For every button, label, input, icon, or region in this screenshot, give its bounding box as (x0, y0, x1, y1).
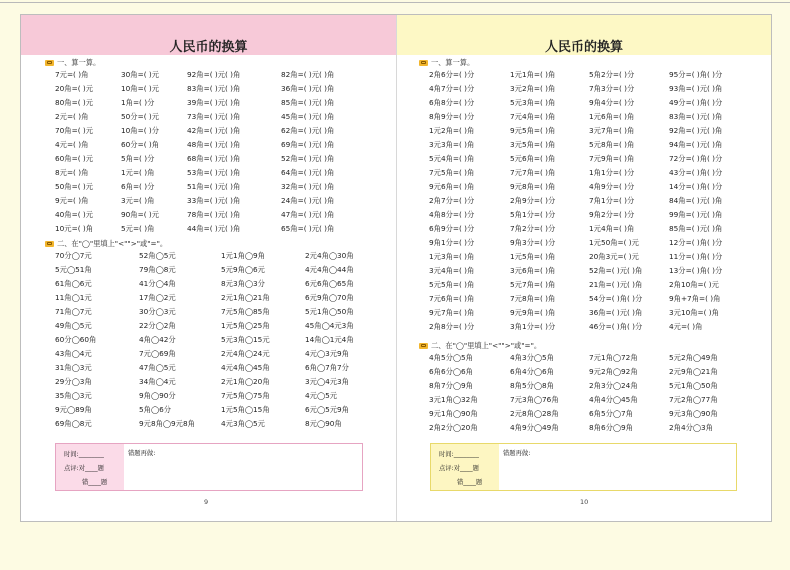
exercise-item: 5角◯6分 (139, 405, 172, 414)
exercise-item: 3元10角=( )角 (669, 308, 719, 317)
exercise-item: 2元1角◯21角 (221, 293, 270, 302)
exercise-item: 6元◯5元9角 (305, 405, 349, 414)
exercise-item: 7元=( )角 (55, 70, 89, 79)
exercise-item: 85角=( )元( )角 (669, 224, 723, 233)
exercise-item: 32角=( )元( )角 (281, 182, 335, 191)
exercise-item: 7元6角=( )角 (429, 294, 475, 303)
exercise-item: 60分◯60角 (55, 335, 97, 344)
left-record-box (55, 443, 363, 491)
exercise-item: 3元2角=( )角 (510, 84, 556, 93)
exercise-item: 4角◯42分 (139, 335, 176, 344)
exercise-item: 6角6分◯6角 (429, 367, 473, 376)
exercise-item: 6元6角◯65角 (305, 279, 354, 288)
exercise-row (55, 391, 395, 404)
exercise-item: 2角3分◯24角 (589, 381, 638, 390)
exercise-item: 1角=( )分 (121, 98, 155, 107)
exercise-item: 1元5角=( )角 (510, 252, 556, 261)
exercise-item: 43角◯4元 (55, 349, 92, 358)
exercise-item: 99角=( )元( )角 (669, 210, 723, 219)
exercise-row (55, 84, 395, 97)
exercise-item: 8角5分◯8角 (510, 381, 554, 390)
exercise-row (429, 423, 769, 436)
right-section2-heading (419, 341, 541, 351)
exercise-item: 44角=( )元( )角 (187, 224, 241, 233)
exercise-item: 4元=( )角 (669, 322, 703, 331)
exercise-item: 8角9分=( )分 (429, 112, 475, 121)
exercise-item: 33角=( )元( )角 (187, 196, 241, 205)
exercise-item: 53角=( )元( )角 (187, 168, 241, 177)
exercise-item: 22分◯2角 (139, 321, 176, 330)
exercise-item: 9角1分=( )分 (429, 238, 475, 247)
exercise-item: 5元1角◯50角 (669, 381, 718, 390)
exercise-row (55, 363, 395, 376)
exercise-item: 5角2分=( )分 (589, 70, 635, 79)
exercise-row (55, 98, 395, 111)
exercise-item: 61角◯6元 (55, 279, 92, 288)
exercise-item: 4角7分=( )分 (429, 84, 475, 93)
exercise-item: 10元=( )角 (55, 224, 94, 233)
exercise-item: 12分=( )角( )分 (669, 238, 723, 247)
exercise-item: 1角1分=( )分 (589, 168, 635, 177)
exercise-item: 7元1角◯72角 (589, 353, 638, 362)
exercise-row (429, 70, 769, 83)
exercise-item: 3元=( )角 (121, 196, 155, 205)
exercise-row (55, 321, 395, 334)
exercise-item: 9角2分=( )分 (589, 210, 635, 219)
exercise-item: 93角=( )元( )角 (669, 84, 723, 93)
exercise-item: 5元5角=( )角 (429, 280, 475, 289)
exercise-item: 24角=( )元( )角 (281, 196, 335, 205)
exercise-item: 4元4角◯45角 (221, 363, 270, 372)
exercise-item: 1元=( )角 (121, 168, 155, 177)
exercise-item: 5角=( )分 (121, 154, 155, 163)
exercise-item: 20角3元=( )元 (589, 252, 639, 261)
exercise-item: 43分=( )角( )分 (669, 168, 723, 177)
exercise-item: 11角◯1元 (55, 293, 92, 302)
review-correct-field: 点评:对____题 (64, 465, 104, 472)
exercise-row (55, 265, 395, 278)
exercise-item: 34角◯4元 (139, 377, 176, 386)
exercise-row (55, 70, 395, 83)
review-wrong-field: 错____题 (457, 479, 483, 486)
exercise-row (429, 252, 769, 265)
exercise-item: 4元3角◯5元 (221, 419, 265, 428)
exercise-item: 5元◯51角 (55, 265, 92, 274)
exercise-item: 7角3分=( )分 (589, 84, 635, 93)
redo-mistakes-label: 错题再做: (128, 450, 156, 457)
exercise-row (429, 367, 769, 380)
page-number: 9 (204, 498, 209, 506)
left-record-side (56, 444, 124, 490)
exercise-item: 82角=( )元( )角 (281, 70, 335, 79)
exercise-item: 5元9角◯6元 (221, 265, 265, 274)
right-section1-label: 一、算一算。 (431, 58, 475, 67)
exercise-item: 69角◯8元 (55, 419, 92, 428)
left-page-title: 人民币的换算 (169, 40, 248, 55)
right-page-header (397, 15, 771, 55)
exercise-item: 7元4角=( )角 (510, 112, 556, 121)
exercise-item: 5元1角◯50角 (305, 307, 354, 316)
exercise-item: 36角=( )元( )角 (281, 84, 335, 93)
exercise-item: 78角=( )元( )角 (187, 210, 241, 219)
exercise-row (429, 98, 769, 111)
exercise-item: 45角◯4元3角 (305, 321, 354, 330)
exercise-item: 46分=( )角( )分 (589, 322, 643, 331)
exercise-item: 79角◯8元 (139, 265, 176, 274)
exercise-item: 40角=( )元 (55, 210, 94, 219)
exercise-row (429, 196, 769, 209)
exercise-item: 1元50角=( )元 (589, 238, 639, 247)
exercise-item: 45角=( )元( )角 (281, 112, 335, 121)
exercise-item: 41分◯4角 (139, 279, 176, 288)
exercise-item: 5元3角◯15元 (221, 335, 270, 344)
exercise-item: 9角+7角=( )角 (669, 294, 721, 303)
exercise-item: 6角=( )分 (121, 182, 155, 191)
exercise-item: 2角7分=( )分 (429, 196, 475, 205)
exercise-row (55, 377, 395, 390)
exercise-item: 5元3角=( )角 (510, 98, 556, 107)
exercise-row (55, 251, 395, 264)
exercise-item: 5角1分=( )分 (510, 210, 556, 219)
exercise-row (55, 224, 395, 237)
exercise-item: 80角=( )元 (55, 98, 94, 107)
exercise-item: 62角=( )元( )角 (281, 126, 335, 135)
exercise-row (429, 126, 769, 139)
exercise-row (55, 335, 395, 348)
exercise-item: 8元3角◯3分 (221, 279, 265, 288)
exercise-item: 3元7角=( )角 (589, 126, 635, 135)
exercise-item: 7元2角◯77角 (669, 395, 718, 404)
exercise-item: 13分=( )角( )分 (669, 266, 723, 275)
exercise-item: 30角=( )元 (121, 70, 160, 79)
right-record-box (430, 443, 737, 491)
exercise-row (429, 210, 769, 223)
exercise-item: 2角4分◯3角 (669, 423, 713, 432)
exercise-row (55, 349, 395, 362)
exercise-item: 2元4角◯24元 (221, 349, 270, 358)
exercise-item: 73角=( )元( )角 (187, 112, 241, 121)
exercise-row (55, 168, 395, 181)
left-section1-heading (45, 58, 100, 68)
exercise-item: 49角◯5元 (55, 321, 92, 330)
exercise-row (55, 112, 395, 125)
exercise-item: 92角=( )元( )角 (669, 126, 723, 135)
exercise-item: 7元3角◯76角 (510, 395, 559, 404)
workbook-spread (20, 14, 772, 522)
exercise-item: 31角◯3元 (55, 363, 92, 372)
exercise-item: 72分=( )角( )分 (669, 154, 723, 163)
exercise-item: 50角=( )元 (55, 182, 94, 191)
exercise-row (429, 294, 769, 307)
time-field: 时间:________ (64, 451, 104, 458)
exercise-item: 9元2角◯92角 (589, 367, 638, 376)
exercise-item: 69角=( )元( )角 (281, 140, 335, 149)
exercise-item: 5元6角=( )角 (510, 154, 556, 163)
redo-mistakes-label: 错题再做: (503, 450, 531, 457)
pencil-box-icon (45, 60, 54, 66)
exercise-item: 10角=( )元 (121, 84, 160, 93)
exercise-item: 70分◯7元 (55, 251, 92, 260)
exercise-item: 9元◯89角 (55, 405, 92, 414)
exercise-item: 7元9角=( )角 (589, 154, 635, 163)
right-record-side (431, 444, 499, 490)
exercise-row (55, 126, 395, 139)
exercise-item: 9元1角◯90角 (429, 409, 478, 418)
exercise-item: 48角=( )元( )角 (187, 140, 241, 149)
exercise-item: 3元◯4元3角 (305, 377, 349, 386)
exercise-item: 4角3分◯5角 (510, 353, 554, 362)
exercise-item: 5元4角=( )角 (429, 154, 475, 163)
exercise-item: 7元◯69角 (139, 349, 176, 358)
exercise-item: 51角=( )元( )角 (187, 182, 241, 191)
exercise-item: 9元6角=( )角 (429, 182, 475, 191)
exercise-item: 7角1分=( )分 (589, 196, 635, 205)
exercise-row (429, 322, 769, 335)
exercise-item: 49分=( )角( )分 (669, 98, 723, 107)
exercise-row (55, 293, 395, 306)
pencil-box-icon (419, 60, 428, 66)
exercise-item: 9角◯90分 (139, 391, 176, 400)
exercise-item: 4元=( )角 (55, 140, 89, 149)
exercise-row (429, 395, 769, 408)
exercise-row (55, 182, 395, 195)
exercise-item: 4角9分=( )分 (589, 182, 635, 191)
left-page (21, 15, 397, 521)
exercise-row (429, 84, 769, 97)
exercise-item: 1元3角=( )角 (429, 252, 475, 261)
pencil-box-icon (45, 241, 54, 247)
exercise-item: 1元2角=( )角 (429, 126, 475, 135)
exercise-item: 7元5角=( )角 (429, 168, 475, 177)
exercise-row (429, 112, 769, 125)
left-section2-label: 二、在"◯"里填上"<"">"或"="。 (57, 239, 168, 248)
exercise-item: 20角=( )元 (55, 84, 94, 93)
exercise-item: 47角=( )元( )角 (281, 210, 335, 219)
page-number: 10 (580, 498, 589, 506)
exercise-item: 3元5角=( )角 (510, 140, 556, 149)
exercise-item: 9元7角=( )角 (429, 308, 475, 317)
exercise-item: 1元4角=( )角 (589, 224, 635, 233)
right-page-title: 人民币的换算 (544, 40, 623, 55)
exercise-row (429, 168, 769, 181)
exercise-item: 35角◯3元 (55, 391, 92, 400)
exercise-row (429, 238, 769, 251)
exercise-item: 90角=( )元 (121, 210, 160, 219)
review-wrong-field: 错____题 (82, 479, 108, 486)
exercise-item: 21角=( )元( )角 (589, 280, 643, 289)
exercise-item: 2角6分=( )分 (429, 70, 475, 79)
exercise-item: 52角=( )元( )角 (589, 266, 643, 275)
exercise-item: 4角9分◯49角 (510, 423, 559, 432)
exercise-item: 6角9分=( )分 (429, 224, 475, 233)
exercise-row (429, 140, 769, 153)
exercise-row (429, 154, 769, 167)
exercise-row (55, 419, 395, 432)
exercise-item: 7元7角=( )角 (510, 168, 556, 177)
exercise-item: 17角◯2元 (139, 293, 176, 302)
exercise-item: 5元8角=( )角 (589, 140, 635, 149)
exercise-item: 2角8分=( )分 (429, 322, 475, 331)
exercise-item: 60分=( )角 (121, 140, 160, 149)
exercise-item: 7元5角◯85角 (221, 307, 270, 316)
exercise-item: 3元6角=( )角 (510, 266, 556, 275)
exercise-item: 39角=( )元( )角 (187, 98, 241, 107)
exercise-item: 1元5角◯25角 (221, 321, 270, 330)
exercise-item: 60角=( )元 (55, 154, 94, 163)
pencil-box-icon (419, 343, 428, 349)
exercise-item: 3元4角=( )角 (429, 266, 475, 275)
exercise-item: 6角4分◯6角 (510, 367, 554, 376)
exercise-item: 92角=( )元( )角 (187, 70, 241, 79)
exercise-item: 14分=( )角( )分 (669, 182, 723, 191)
exercise-row (429, 409, 769, 422)
exercise-item: 85角=( )元( )角 (281, 98, 335, 107)
exercise-item: 8角6分◯9角 (589, 423, 633, 432)
exercise-row (55, 279, 395, 292)
exercise-item: 6角8分=( )分 (429, 98, 475, 107)
exercise-item: 1元5角◯15角 (221, 405, 270, 414)
exercise-item: 36角=( )元( )角 (589, 308, 643, 317)
exercise-item: 4元◯3元9角 (305, 349, 349, 358)
exercise-item: 2角9分=( )分 (510, 196, 556, 205)
exercise-item: 52角=( )元( )角 (281, 154, 335, 163)
exercise-item: 9角3分=( )分 (510, 238, 556, 247)
exercise-item: 1元6角=( )角 (589, 112, 635, 121)
exercise-item: 7元8角=( )角 (510, 294, 556, 303)
exercise-item: 9元8角=( )角 (510, 182, 556, 191)
exercise-item: 47角◯5元 (139, 363, 176, 372)
exercise-item: 30分◯3元 (139, 307, 176, 316)
exercise-item: 9角4分=( )分 (589, 98, 635, 107)
top-rule (0, 2, 790, 3)
exercise-item: 2元8角◯28角 (510, 409, 559, 418)
exercise-item: 70角=( )元 (55, 126, 94, 135)
exercise-item: 9元5角=( )角 (510, 126, 556, 135)
left-section1-label: 一、算一算。 (57, 58, 101, 67)
exercise-item: 7角2分=( )分 (510, 224, 556, 233)
exercise-row (429, 182, 769, 195)
exercise-row (55, 210, 395, 223)
right-section1-heading (419, 58, 474, 68)
exercise-row (429, 308, 769, 321)
exercise-item: 6角5分◯7角 (589, 409, 633, 418)
exercise-item: 2元9角◯21角 (669, 367, 718, 376)
exercise-item: 1元1角◯9角 (221, 251, 265, 260)
exercise-item: 68角=( )元( )角 (187, 154, 241, 163)
exercise-item: 2角2分◯20角 (429, 423, 478, 432)
exercise-row (429, 353, 769, 366)
time-field: 时间:________ (439, 451, 479, 458)
exercise-item: 5元2角◯49角 (669, 353, 718, 362)
exercise-row (429, 381, 769, 394)
exercise-item: 4元◯5元 (305, 391, 338, 400)
exercise-item: 4角4分◯45角 (589, 395, 638, 404)
exercise-row (429, 266, 769, 279)
exercise-item: 65角=( )元( )角 (281, 224, 335, 233)
exercise-row (429, 280, 769, 293)
review-correct-field: 点评:对____题 (439, 465, 479, 472)
exercise-item: 94角=( )元( )角 (669, 140, 723, 149)
exercise-item: 95分=( )角( )分 (669, 70, 723, 79)
exercise-item: 3元1角◯32角 (429, 395, 478, 404)
exercise-item: 4角8分=( )分 (429, 210, 475, 219)
exercise-item: 4角5分◯5角 (429, 353, 473, 362)
exercise-item: 8元=( )角 (55, 168, 89, 177)
exercise-row (55, 154, 395, 167)
exercise-row (55, 196, 395, 209)
exercise-item: 3角1分=( )分 (510, 322, 556, 331)
exercise-item: 64角=( )元( )角 (281, 168, 335, 177)
exercise-item: 2元1角◯20角 (221, 377, 270, 386)
exercise-item: 84角=( )元( )角 (669, 196, 723, 205)
exercise-item: 8角7分◯9角 (429, 381, 473, 390)
exercise-row (429, 224, 769, 237)
exercise-row (55, 307, 395, 320)
right-section2-label: 二、在"◯"里填上"<"">"或"="。 (431, 341, 542, 350)
exercise-item: 52角◯5元 (139, 251, 176, 260)
exercise-row (55, 140, 395, 153)
exercise-item: 2元4角◯30角 (305, 251, 354, 260)
exercise-item: 29分◯3角 (55, 377, 92, 386)
exercise-item: 5元=( )角 (121, 224, 155, 233)
exercise-item: 14角◯1元4角 (305, 335, 354, 344)
left-section2-heading (45, 239, 167, 249)
exercise-item: 4元4角◯44角 (305, 265, 354, 274)
exercise-item: 42角=( )元( )角 (187, 126, 241, 135)
exercise-item: 83角=( )元( )角 (669, 112, 723, 121)
exercise-item: 11分=( )角( )分 (669, 252, 723, 261)
exercise-item: 9元=( )角 (55, 196, 89, 205)
exercise-item: 7元5角◯75角 (221, 391, 270, 400)
left-page-header (21, 15, 396, 55)
right-page (397, 15, 771, 521)
exercise-item: 2角10角=( )元 (669, 280, 719, 289)
exercise-item: 2元=( )角 (55, 112, 89, 121)
exercise-item: 9元3角◯90角 (669, 409, 718, 418)
exercise-item: 8元◯90角 (305, 419, 342, 428)
exercise-row (55, 405, 395, 418)
exercise-item: 83角=( )元( )角 (187, 84, 241, 93)
exercise-item: 6角◯7角7分 (305, 363, 349, 372)
exercise-item: 10角=( )分 (121, 126, 160, 135)
exercise-item: 5元7角=( )角 (510, 280, 556, 289)
exercise-item: 50分=( )元 (121, 112, 160, 121)
exercise-item: 6元9角◯70角 (305, 293, 354, 302)
exercise-item: 9元9角=( )角 (510, 308, 556, 317)
exercise-item: 54分=( )角( )分 (589, 294, 643, 303)
exercise-item: 3元3角=( )角 (429, 140, 475, 149)
exercise-item: 71角◯7元 (55, 307, 92, 316)
exercise-item: 9元8角◯9元8角 (139, 419, 195, 428)
exercise-item: 1元1角=( )角 (510, 70, 556, 79)
